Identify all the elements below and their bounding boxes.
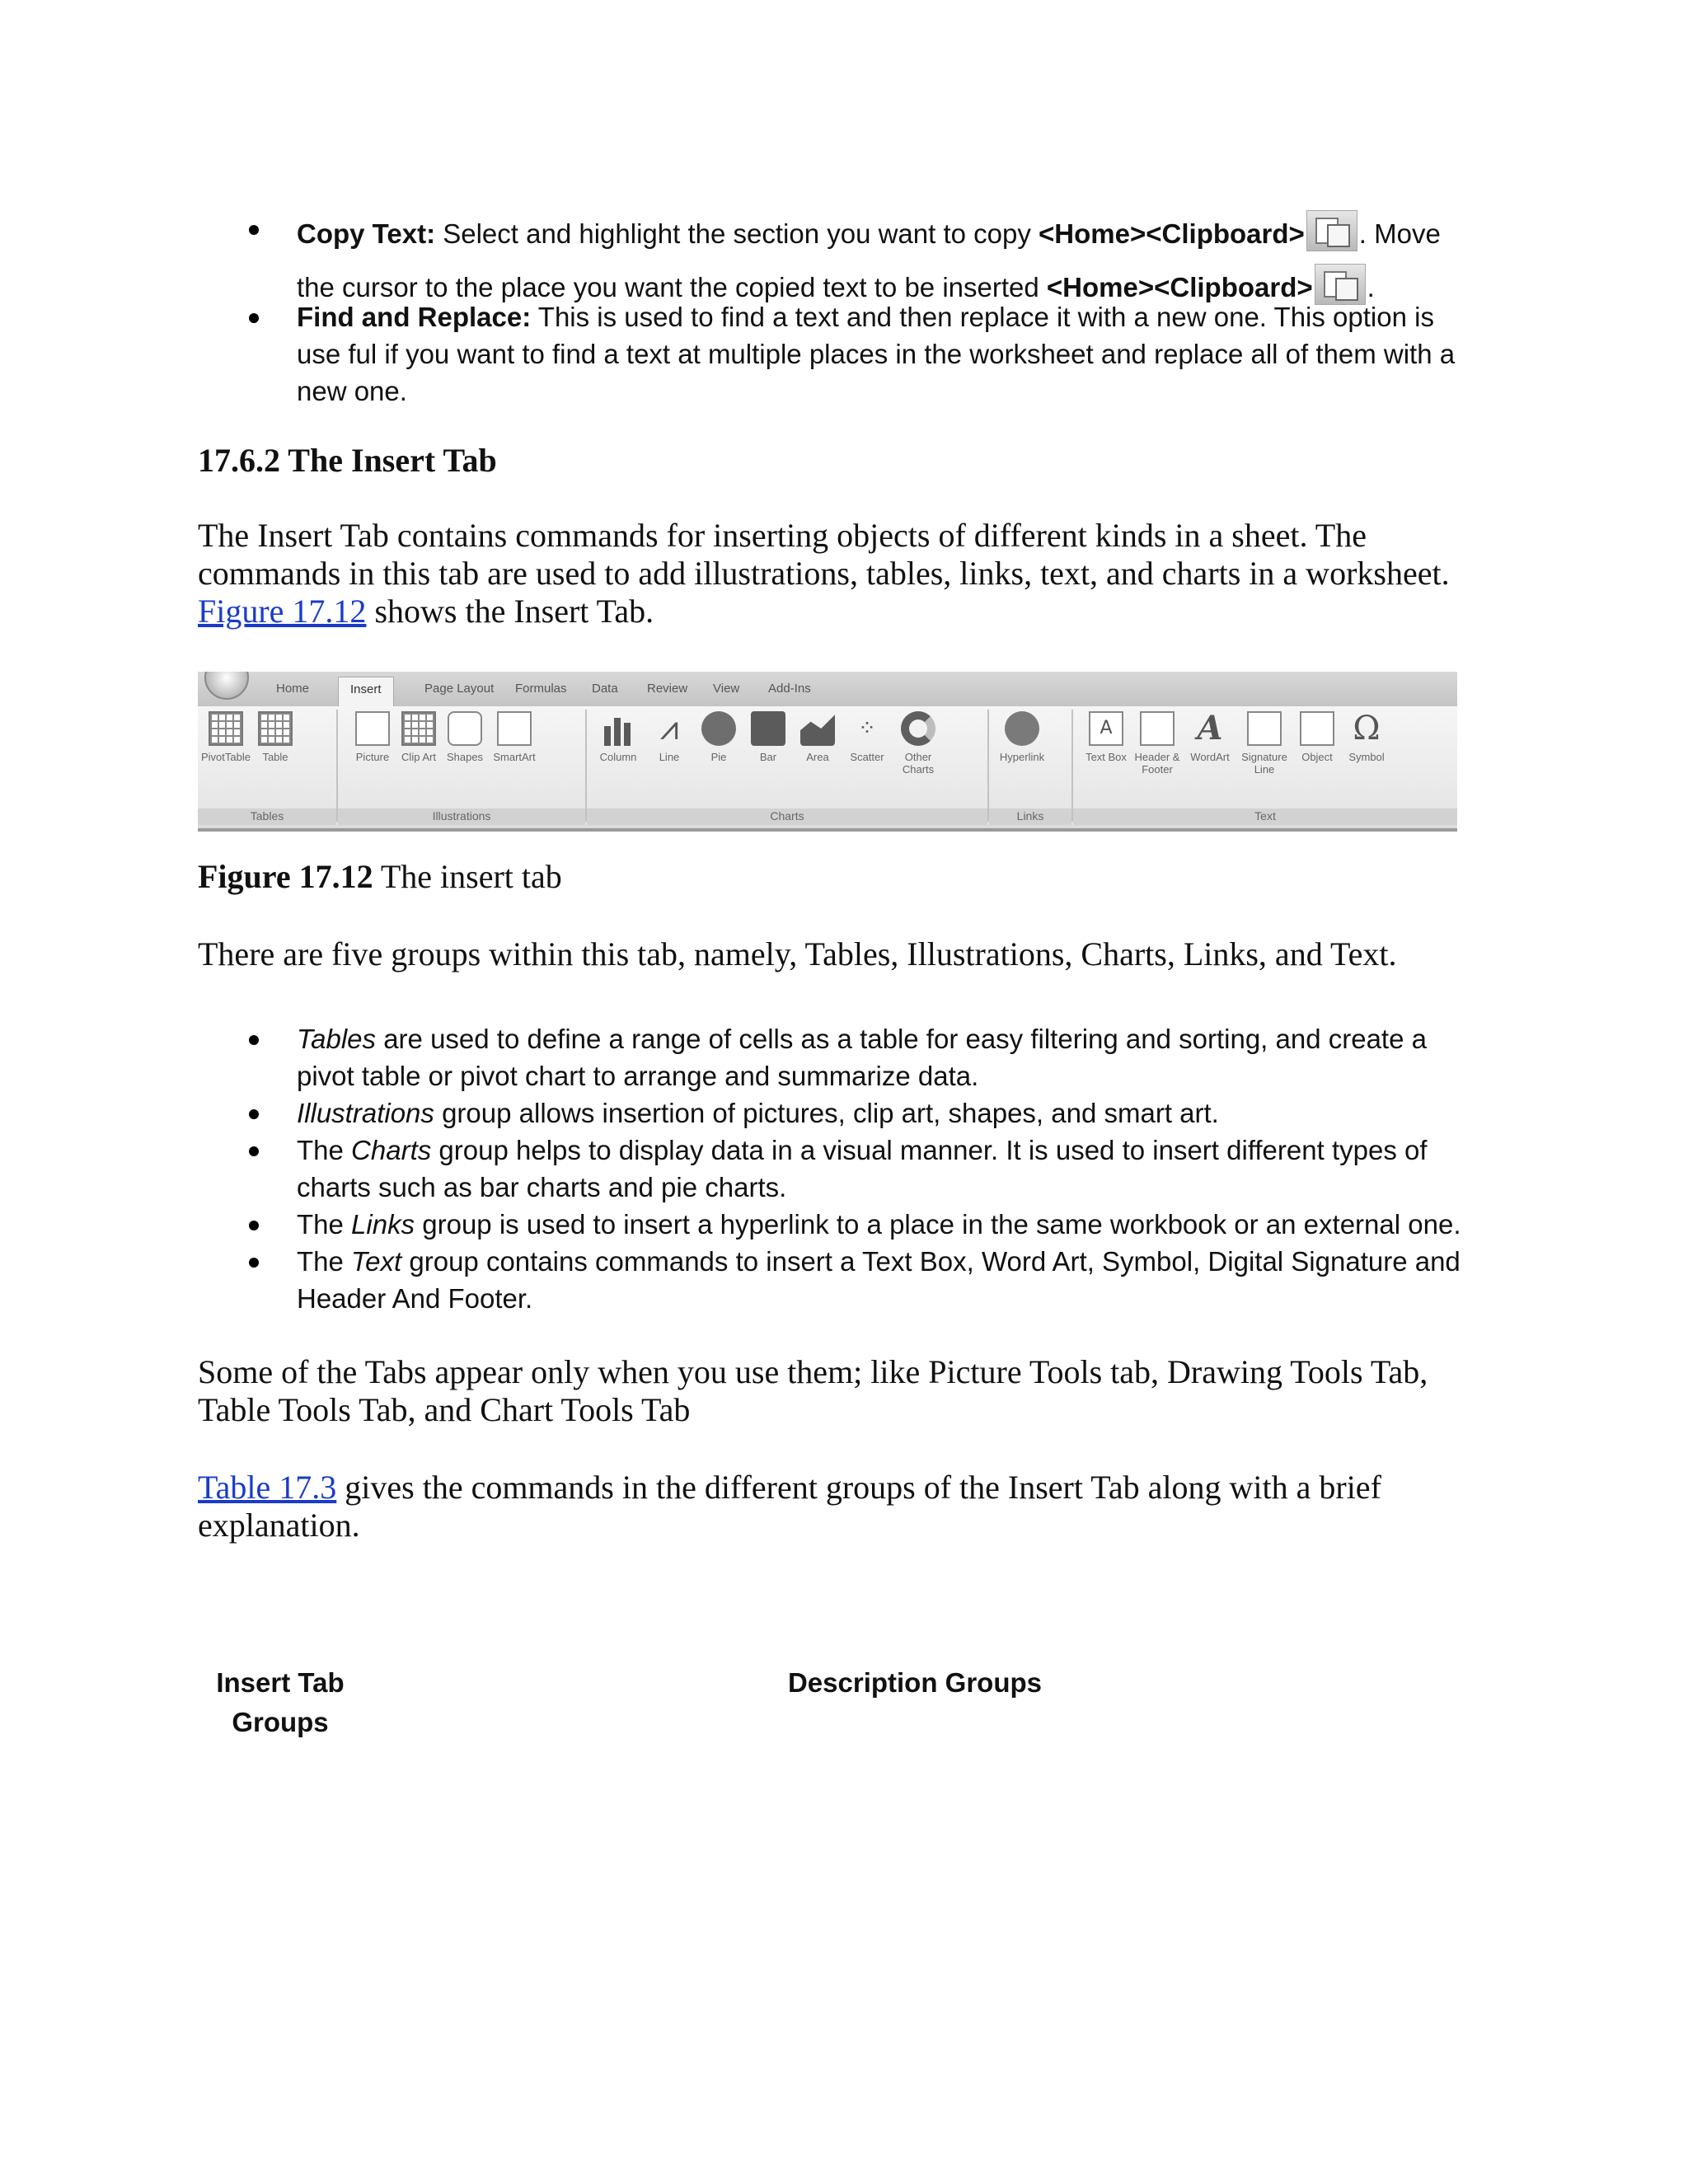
- button-label: PivotTable: [201, 751, 251, 763]
- group-divider: [585, 710, 587, 822]
- group-label-links: Links: [1016, 809, 1044, 823]
- column-chart-icon: [601, 711, 635, 746]
- bar-chart-icon: [751, 711, 785, 746]
- button-label: Bar: [759, 751, 777, 763]
- intro-paragraph: [198, 517, 1484, 630]
- bullet-text-part: . Move: [1358, 218, 1441, 249]
- bullet-text-part: Select and highlight the section you want to copy: [435, 218, 1039, 249]
- button-label: Other Charts: [902, 751, 935, 776]
- table-icon: [258, 711, 293, 746]
- bullet-dot: [249, 1109, 259, 1119]
- bullet-text: The Text group contains commands to insert a Text Box, Word Art, Symbol, Digital Signature and Header And Footer.: [297, 1246, 1461, 1314]
- button-label: Object: [1301, 751, 1333, 763]
- tab-add-ins[interactable]: Add-Ins: [768, 682, 811, 696]
- section-heading: 17.6.2 The Insert Tab: [198, 442, 497, 479]
- bullet-dot: [249, 313, 259, 323]
- group-divider: [1071, 710, 1073, 822]
- bullet-text: [297, 298, 1484, 410]
- smartart-button[interactable]: [488, 711, 541, 763]
- button-label: SmartArt: [493, 751, 536, 763]
- tab-formulas[interactable]: Formulas: [515, 682, 567, 696]
- bullet-text: Tables are used to define a range of cells as a table for easy filtering and sorting, and create a pivot table or pivot chart to arrange and summarize data.: [297, 1024, 1427, 1091]
- bullet-dot: [249, 1035, 259, 1045]
- table-header-description: Description Groups: [787, 1667, 1043, 1698]
- paragraph-text: gives the commands in the different groups of the Insert Tab along with a brief explanation.: [198, 1469, 1381, 1544]
- insert-tab-ribbon: [198, 672, 1457, 832]
- table-header-groups: [198, 1663, 363, 1742]
- bullet-label: Copy Text:: [297, 218, 436, 249]
- area-chart-icon: [800, 711, 835, 746]
- bullet-text-part: .: [1367, 272, 1375, 302]
- picture-icon: [355, 711, 390, 746]
- bullet-text: [297, 210, 1484, 306]
- bullet-text-part: the cursor to the place you want the copied text to be inserted: [297, 272, 1047, 302]
- picture-button[interactable]: [346, 711, 399, 763]
- button-label: Picture: [355, 751, 390, 763]
- ribbon-tab-strip: [198, 672, 1457, 706]
- clip-art-button[interactable]: [392, 711, 445, 763]
- object-button[interactable]: [1291, 711, 1343, 763]
- button-label: Scatter: [850, 751, 884, 763]
- office-button-icon[interactable]: [204, 672, 249, 700]
- pivot-table-icon: [209, 711, 243, 746]
- bullet-dot: [249, 1146, 259, 1156]
- bullet-dot: [249, 225, 259, 235]
- group-label-illustrations: Illustrations: [432, 809, 491, 823]
- caption-text: The insert tab: [373, 858, 562, 895]
- symbol-icon: Ω: [1353, 710, 1381, 748]
- paragraph-text: shows the Insert Tab.: [366, 593, 654, 630]
- tab-view[interactable]: View: [713, 682, 740, 696]
- bullet-dot: [249, 1221, 259, 1230]
- menu-path: <Home><Clipboard>: [1046, 272, 1313, 302]
- group-label-tables: Tables: [250, 809, 284, 823]
- group-divider: [987, 710, 989, 822]
- wordart-icon: A: [1197, 709, 1223, 748]
- button-label: Clip Art: [401, 751, 436, 763]
- wordart-button[interactable]: [1184, 711, 1236, 763]
- smartart-icon: [497, 711, 532, 746]
- tab-review[interactable]: Review: [647, 682, 688, 696]
- button-label: Text Box: [1085, 751, 1127, 763]
- header-line: Groups: [232, 1707, 329, 1737]
- button-label: WordArt: [1190, 751, 1230, 763]
- area-chart-button[interactable]: [791, 711, 844, 763]
- shapes-button[interactable]: [438, 711, 491, 763]
- other-charts-button[interactable]: [892, 711, 945, 776]
- group-label-text: Text: [1254, 809, 1276, 823]
- button-label: Area: [806, 751, 829, 763]
- figure-caption: [198, 857, 562, 896]
- button-label: Pie: [710, 751, 727, 763]
- bullet-dot: [249, 1258, 259, 1268]
- line-chart-button[interactable]: [643, 711, 696, 763]
- pivottable-button[interactable]: [199, 711, 252, 763]
- text-box-button[interactable]: [1080, 711, 1132, 763]
- bullet-text: Illustrations group allows insertion of pictures, clip art, shapes, and smart art.: [297, 1098, 1219, 1128]
- table-reference-paragraph: [198, 1469, 1484, 1544]
- header-line: Insert Tab: [216, 1667, 345, 1698]
- signature-line-button[interactable]: [1238, 711, 1291, 776]
- group-divider: [336, 710, 338, 822]
- bullet-text: The Links group is used to insert a hyperlink to a place in the same workbook or an external one.: [297, 1209, 1461, 1240]
- signature-line-icon: [1247, 711, 1282, 746]
- scatter-chart-button[interactable]: [841, 711, 893, 763]
- tab-home[interactable]: Home: [276, 682, 310, 696]
- paragraph-text: The Insert Tab contains commands for inserting objects of different kinds in a sheet. The commands in this tab are used to add illustrations, tables, links, text, and charts in a worksheet.: [198, 517, 1450, 592]
- button-label: Line: [659, 751, 680, 763]
- object-icon: [1300, 711, 1334, 746]
- button-label: Column: [599, 751, 637, 763]
- table-button[interactable]: [249, 711, 302, 763]
- groups-paragraph: There are five groups within this tab, namely, Tables, Illustrations, Charts, Links, and Text.: [198, 935, 1397, 972]
- group-label-charts: Charts: [770, 809, 804, 823]
- clip-art-icon: [401, 711, 436, 746]
- figure-link[interactable]: Figure 17.12: [198, 593, 367, 630]
- tab-insert[interactable]: Insert: [338, 677, 394, 708]
- tab-data[interactable]: Data: [592, 682, 618, 696]
- header-footer-icon: [1140, 711, 1175, 746]
- bullet-text-part: This is used to find a text and then replace it with a new one. This option is use ful if you want to find a text at multiple places in the worksheet and replace all of them with a new one.: [297, 302, 1456, 406]
- copy-icon: [1306, 210, 1357, 251]
- button-label: Signature Line: [1241, 751, 1287, 776]
- header-footer-button[interactable]: [1131, 711, 1184, 776]
- button-label: Hyperlink: [999, 751, 1045, 763]
- pie-chart-button[interactable]: [692, 711, 745, 763]
- menu-path: <Home><Clipboard>: [1039, 218, 1305, 249]
- shapes-icon: [448, 711, 482, 746]
- ribbon-body: [198, 706, 1457, 825]
- pie-chart-icon: [701, 711, 736, 746]
- other-charts-icon: [901, 711, 935, 746]
- bullet-label: Find and Replace:: [297, 302, 532, 332]
- button-label: Shapes: [446, 751, 484, 763]
- button-label: Table: [262, 751, 288, 763]
- tab-page-layout[interactable]: Page Layout: [424, 682, 495, 696]
- bullet-text: The Charts group helps to display data in a visual manner. It is used to insert different types of charts such as bar charts and pie charts.: [297, 1135, 1428, 1202]
- text-box-icon: A: [1089, 711, 1123, 746]
- symbol-button[interactable]: [1340, 711, 1393, 763]
- hyperlink-icon: [1005, 711, 1039, 746]
- button-label: Symbol: [1348, 751, 1385, 763]
- button-label: Header & Footer: [1134, 751, 1180, 776]
- tabs-paragraph: Some of the Tabs appear only when you use them; like Picture Tools tab, Drawing Tools Tab, Table Tools Tab, and Chart Tools Tab: [198, 1353, 1428, 1428]
- table-link[interactable]: Table 17.3: [198, 1469, 337, 1506]
- bar-chart-button[interactable]: [742, 711, 795, 763]
- scatter-chart-icon: ⁘: [858, 716, 876, 741]
- line-chart-icon: ⩘: [659, 710, 679, 748]
- column-chart-button[interactable]: [592, 711, 645, 763]
- hyperlink-button[interactable]: [996, 711, 1048, 763]
- caption-label: Figure 17.12: [198, 858, 373, 895]
